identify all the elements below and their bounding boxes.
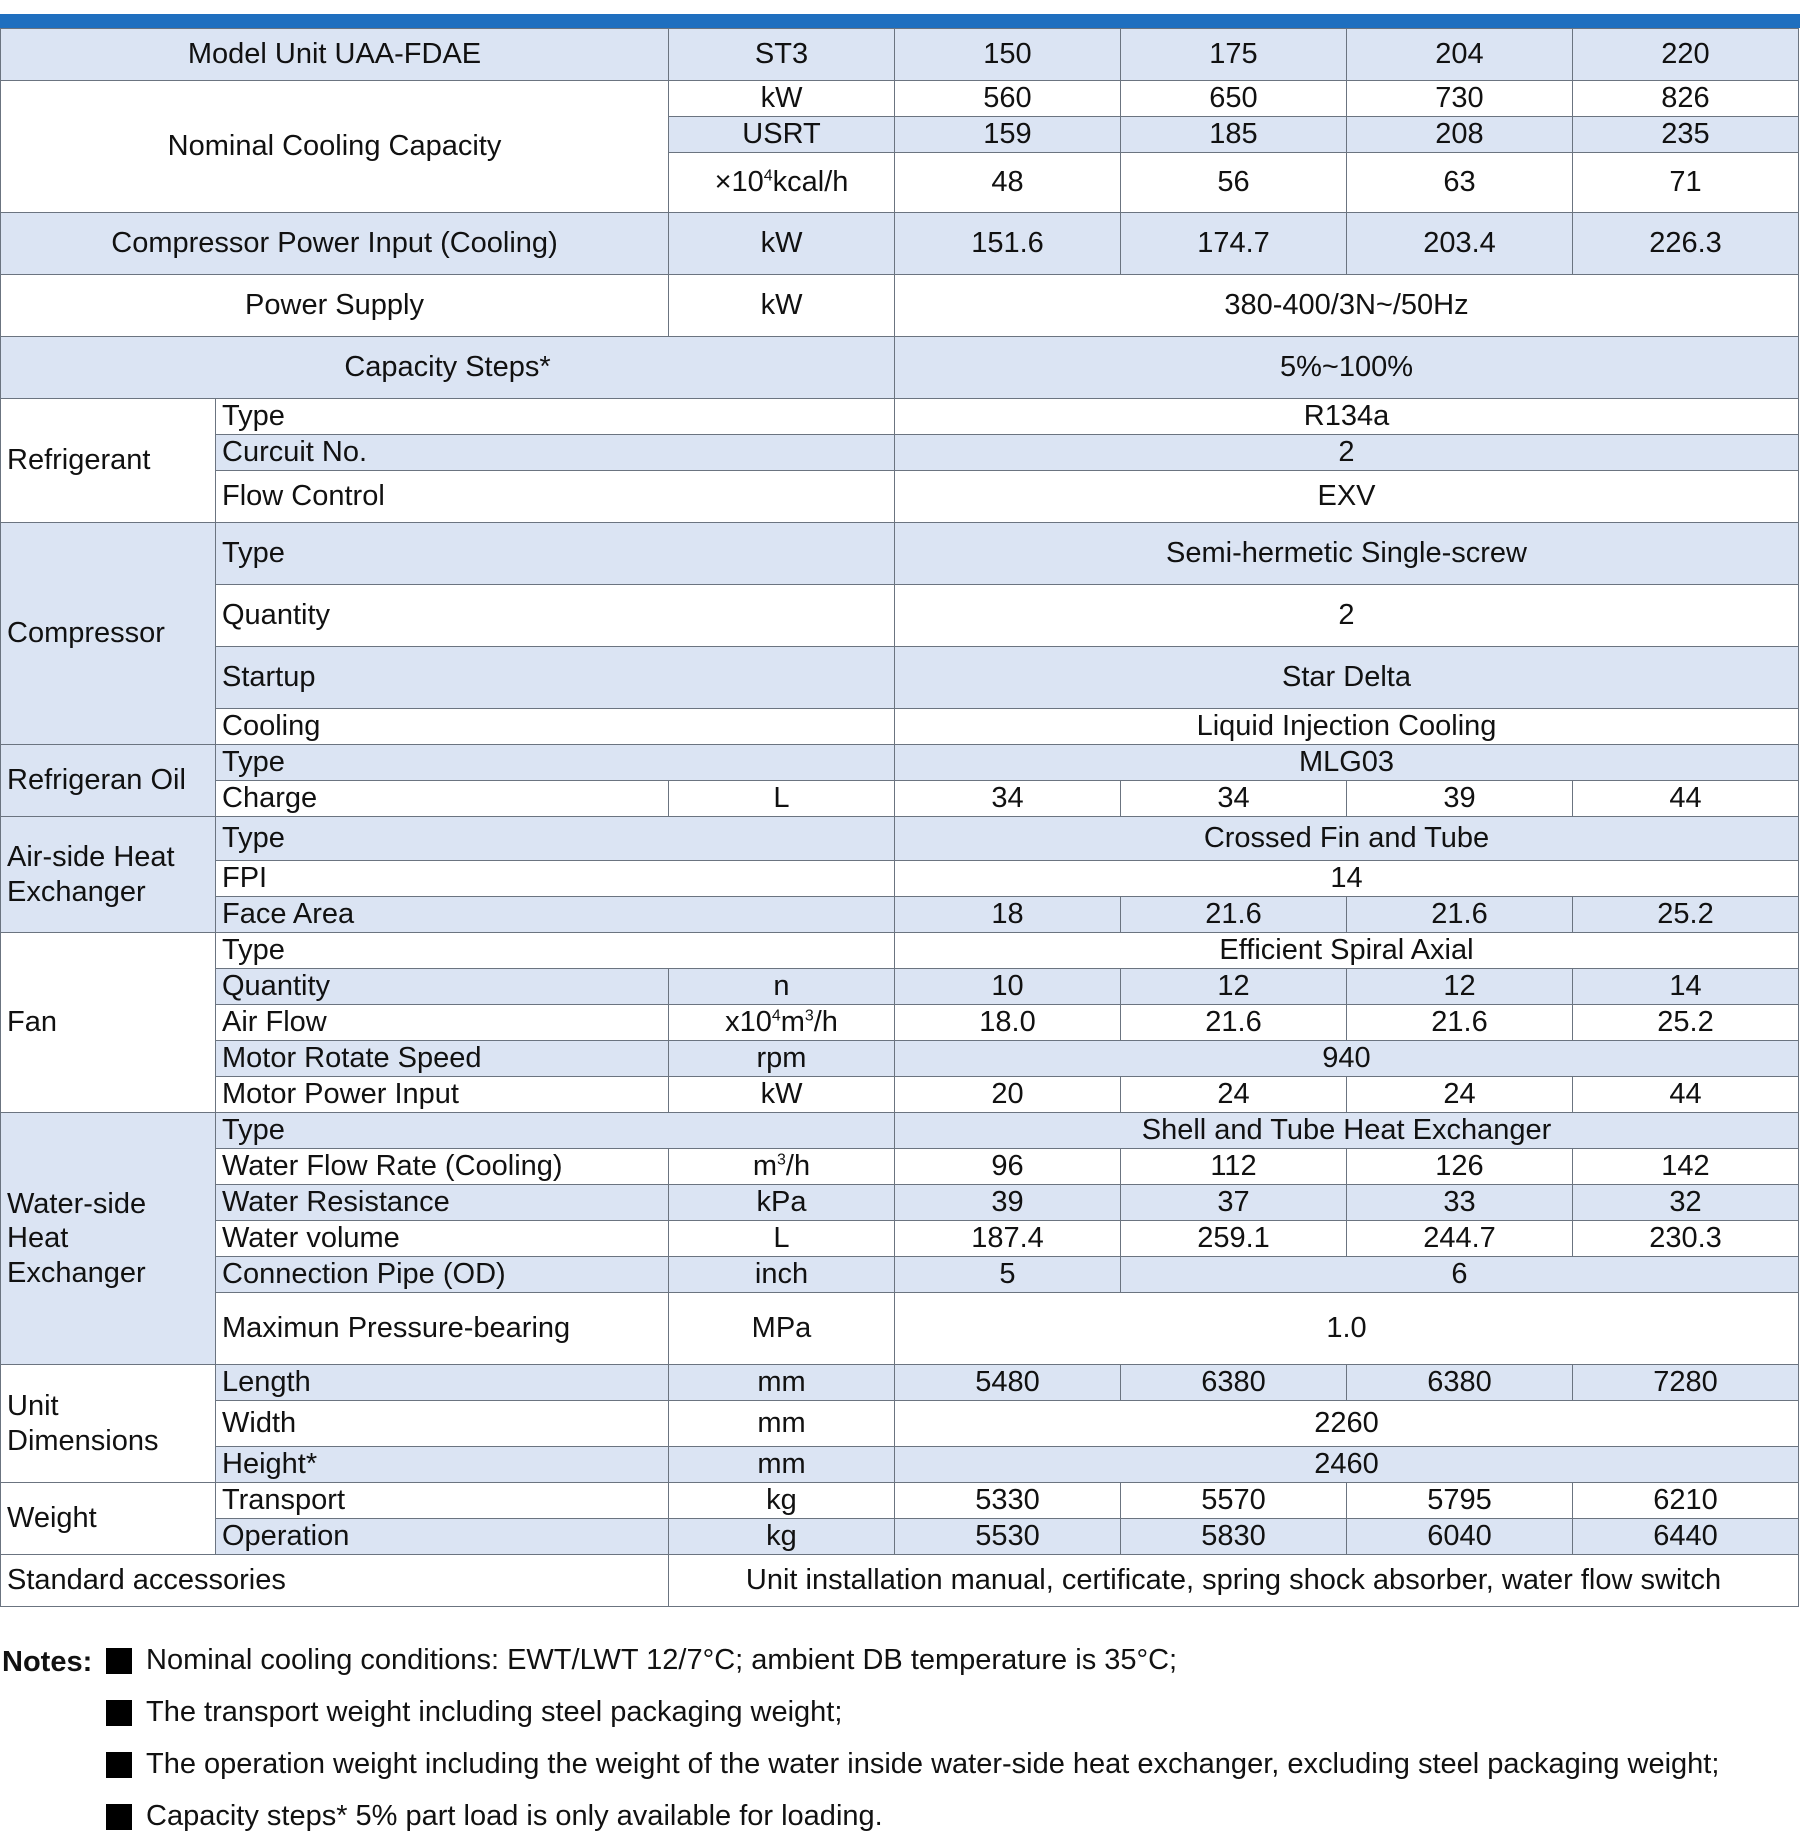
- value-cell: 10: [895, 969, 1121, 1005]
- value-cell: 71: [1573, 153, 1799, 213]
- unit-sup: 4: [763, 167, 773, 185]
- model-cell: 220: [1573, 29, 1799, 81]
- value-cell: 2: [895, 585, 1799, 647]
- dim-length-row: [1, 1365, 1799, 1401]
- compressor-type-row: [1, 523, 1799, 585]
- unit-cell: kg: [669, 1519, 895, 1555]
- value-cell: 7280: [1573, 1365, 1799, 1401]
- value-cell: 18: [895, 897, 1121, 933]
- row-label: Motor Rotate Speed: [216, 1041, 669, 1077]
- value-cell: 230.3: [1573, 1221, 1799, 1257]
- unit-cell: mm: [669, 1365, 895, 1401]
- capacity-steps-row: [1, 337, 1799, 399]
- value-cell: 187.4: [895, 1221, 1121, 1257]
- value-cell: 24: [1347, 1077, 1573, 1113]
- row-label: Type: [216, 817, 895, 861]
- value-cell: 6210: [1573, 1483, 1799, 1519]
- unit-cell: kg: [669, 1483, 895, 1519]
- value-cell: 185: [1121, 117, 1347, 153]
- fan-type-row: [1, 933, 1799, 969]
- weight-transport-row: [1, 1483, 1799, 1519]
- unit-part: m: [780, 1006, 805, 1039]
- unit-part: /h: [785, 1150, 811, 1183]
- value-cell: Star Delta: [895, 647, 1799, 709]
- row-label: Face Area: [216, 897, 895, 933]
- unit-cell: MPa: [669, 1293, 895, 1365]
- row-label: FPI: [216, 861, 895, 897]
- fan-airflow-row: [1, 1005, 1799, 1041]
- note-text: Nominal cooling conditions: EWT/LWT 12/7°C; ambient DB temperature is 35°C;: [146, 1644, 1178, 1676]
- oil-label: Refrigeran Oil: [1, 745, 216, 817]
- unit-cell: kW: [669, 81, 895, 117]
- value-cell: 39: [895, 1185, 1121, 1221]
- row-label: Standard accessories: [1, 1555, 669, 1607]
- value-cell: 1.0: [895, 1293, 1799, 1365]
- value-cell: 2260: [895, 1401, 1799, 1447]
- value-cell: 44: [1573, 781, 1799, 817]
- value-cell: 63: [1347, 153, 1573, 213]
- unit-cell: USRT: [669, 117, 895, 153]
- row-label: Water Resistance: [216, 1185, 669, 1221]
- water-hx-flow-row: [1, 1149, 1799, 1185]
- value-cell: 14: [1573, 969, 1799, 1005]
- water-hx-label: Water-side Heat Exchanger: [1, 1113, 216, 1365]
- unit-sup: 3: [804, 1007, 814, 1025]
- row-label: Motor Power Input: [216, 1077, 669, 1113]
- unit-part: /h: [813, 1006, 838, 1039]
- value-cell: 174.7: [1121, 213, 1347, 275]
- value-cell: 25.2: [1573, 1005, 1799, 1041]
- row-label: Quantity: [216, 969, 669, 1005]
- refrigerant-label: Refrigerant: [1, 399, 216, 523]
- unit-sup: 3: [777, 1151, 786, 1169]
- value-cell: 380-400/3N~/50Hz: [895, 275, 1799, 337]
- water-hx-volume-row: [1, 1221, 1799, 1257]
- row-label: Compressor Power Input (Cooling): [1, 213, 669, 275]
- row-label: Type: [216, 1113, 895, 1149]
- value-cell: Unit installation manual, certificate, spring shock absorber, water flow switch: [669, 1555, 1799, 1607]
- fan-power-row: [1, 1077, 1799, 1113]
- water-hx-pipe-row: [1, 1257, 1799, 1293]
- value-cell: 159: [895, 117, 1121, 153]
- cooling-kw-row: [1, 81, 1799, 117]
- air-hx-type-row: [1, 817, 1799, 861]
- refrigerant-circuit-row: [1, 435, 1799, 471]
- row-label: Water Flow Rate (Cooling): [216, 1149, 669, 1185]
- row-label: Cooling: [216, 709, 895, 745]
- value-cell: 56: [1121, 153, 1347, 213]
- spec-table: [0, 28, 1799, 1607]
- value-cell: 96: [895, 1149, 1121, 1185]
- row-label: Connection Pipe (OD): [216, 1257, 669, 1293]
- fan-quantity-row: [1, 969, 1799, 1005]
- value-cell: 5330: [895, 1483, 1121, 1519]
- value-cell: 6440: [1573, 1519, 1799, 1555]
- value-cell: 44: [1573, 1077, 1799, 1113]
- model-row: [1, 29, 1799, 81]
- fan-label: Fan: [1, 933, 216, 1113]
- value-cell: Liquid Injection Cooling: [895, 709, 1799, 745]
- value-cell: 826: [1573, 81, 1799, 117]
- unit-cell: [669, 1149, 895, 1185]
- row-label: Flow Control: [216, 471, 895, 523]
- value-cell: 21.6: [1121, 897, 1347, 933]
- value-cell: 5830: [1121, 1519, 1347, 1555]
- value-cell: 21.6: [1121, 1005, 1347, 1041]
- fan-speed-row: [1, 1041, 1799, 1077]
- value-cell: 5795: [1347, 1483, 1573, 1519]
- unit-cell: mm: [669, 1401, 895, 1447]
- unit-cell: kW: [669, 1077, 895, 1113]
- note-text: The operation weight including the weight of the water inside water-side heat exchanger, excluding steel packaging weight;: [146, 1748, 1720, 1780]
- value-cell: 21.6: [1347, 897, 1573, 933]
- dimensions-label: Unit Dimensions: [1, 1365, 216, 1483]
- unit-part: kcal/h: [772, 166, 849, 199]
- unit-cell: [669, 153, 895, 213]
- row-label: Curcuit No.: [216, 435, 895, 471]
- value-cell: 2460: [895, 1447, 1799, 1483]
- row-label: Type: [216, 399, 895, 435]
- value-cell: 730: [1347, 81, 1573, 117]
- unit-cell: mm: [669, 1447, 895, 1483]
- value-cell: 12: [1347, 969, 1573, 1005]
- row-label: Length: [216, 1365, 669, 1401]
- row-label: Air Flow: [216, 1005, 669, 1041]
- accessories-row: [1, 1555, 1799, 1607]
- square-bullet-icon: [106, 1752, 132, 1778]
- power-supply-row: [1, 275, 1799, 337]
- water-hx-resistance-row: [1, 1185, 1799, 1221]
- note-text: The transport weight including steel packaging weight;: [146, 1696, 843, 1728]
- value-cell: 226.3: [1573, 213, 1799, 275]
- square-bullet-icon: [106, 1648, 132, 1674]
- value-cell: 33: [1347, 1185, 1573, 1221]
- model-cell: ST3: [669, 29, 895, 81]
- cooling-capacity-label: Nominal Cooling Capacity: [1, 81, 669, 213]
- model-cell: 175: [1121, 29, 1347, 81]
- value-cell: 48: [895, 153, 1121, 213]
- value-cell: Crossed Fin and Tube: [895, 817, 1799, 861]
- unit-cell: kW: [669, 213, 895, 275]
- value-cell: EXV: [895, 471, 1799, 523]
- air-hx-label: Air-side Heat Exchanger: [1, 817, 216, 933]
- model-cell: 204: [1347, 29, 1573, 81]
- dim-height-row: [1, 1447, 1799, 1483]
- unit-cell: kW: [669, 275, 895, 337]
- row-label: Capacity Steps*: [1, 337, 895, 399]
- value-cell: 5: [895, 1257, 1121, 1293]
- unit-sup: 4: [771, 1007, 781, 1025]
- value-cell: 940: [895, 1041, 1799, 1077]
- row-label: Maximun Pressure-bearing: [216, 1293, 669, 1365]
- value-cell: Semi-hermetic Single-screw: [895, 523, 1799, 585]
- top-accent-bar: [0, 14, 1800, 28]
- row-label: Quantity: [216, 585, 895, 647]
- value-cell: 32: [1573, 1185, 1799, 1221]
- notes-label: Notes:: [2, 1646, 93, 1678]
- note-item: [106, 1696, 842, 1729]
- unit-part: m: [752, 1150, 778, 1183]
- unit-cell: inch: [669, 1257, 895, 1293]
- value-cell: 20: [895, 1077, 1121, 1113]
- row-label: Type: [216, 745, 895, 781]
- water-hx-type-row: [1, 1113, 1799, 1149]
- value-cell: 244.7: [1347, 1221, 1573, 1257]
- compressor-label: Compressor: [1, 523, 216, 745]
- value-cell: Efficient Spiral Axial: [895, 933, 1799, 969]
- value-cell: 24: [1121, 1077, 1347, 1113]
- unit-part: x10: [725, 1006, 772, 1039]
- value-cell: 5530: [895, 1519, 1121, 1555]
- value-cell: 34: [1121, 781, 1347, 817]
- model-label: Model Unit UAA-FDAE: [1, 29, 669, 81]
- water-hx-pressure-row: [1, 1293, 1799, 1365]
- value-cell: 6040: [1347, 1519, 1573, 1555]
- value-cell: 142: [1573, 1149, 1799, 1185]
- value-cell: 2: [895, 435, 1799, 471]
- note-item: [106, 1800, 883, 1833]
- value-cell: 151.6: [895, 213, 1121, 275]
- row-label: Transport: [216, 1483, 669, 1519]
- value-cell: 39: [1347, 781, 1573, 817]
- weight-operation-row: [1, 1519, 1799, 1555]
- row-label: Water volume: [216, 1221, 669, 1257]
- note-text: Capacity steps* 5% part load is only available for loading.: [146, 1800, 883, 1832]
- value-cell: 25.2: [1573, 897, 1799, 933]
- row-label: Type: [216, 933, 895, 969]
- unit-cell: L: [669, 781, 895, 817]
- unit-part: ×10: [714, 166, 764, 199]
- compressor-quantity-row: [1, 585, 1799, 647]
- refrigerant-flow-row: [1, 471, 1799, 523]
- compressor-cooling-row: [1, 709, 1799, 745]
- refrigerant-type-row: [1, 399, 1799, 435]
- unit-cell: n: [669, 969, 895, 1005]
- row-label: Charge: [216, 781, 669, 817]
- value-cell: 259.1: [1121, 1221, 1347, 1257]
- value-cell: 112: [1121, 1149, 1347, 1185]
- value-cell: 21.6: [1347, 1005, 1573, 1041]
- value-cell: 12: [1121, 969, 1347, 1005]
- compressor-startup-row: [1, 647, 1799, 709]
- value-cell: 14: [895, 861, 1799, 897]
- compressor-power-row: [1, 213, 1799, 275]
- row-label: Width: [216, 1401, 669, 1447]
- value-cell: 208: [1347, 117, 1573, 153]
- unit-cell: rpm: [669, 1041, 895, 1077]
- unit-cell: kPa: [669, 1185, 895, 1221]
- row-label: Power Supply: [1, 275, 669, 337]
- value-cell: 650: [1121, 81, 1347, 117]
- oil-charge-row: [1, 781, 1799, 817]
- square-bullet-icon: [106, 1804, 132, 1830]
- value-cell: 5570: [1121, 1483, 1347, 1519]
- row-label: Operation: [216, 1519, 669, 1555]
- row-label: Startup: [216, 647, 895, 709]
- air-hx-fpi-row: [1, 861, 1799, 897]
- value-cell: 126: [1347, 1149, 1573, 1185]
- row-label: Height*: [216, 1447, 669, 1483]
- value-cell: 6380: [1121, 1365, 1347, 1401]
- value-cell: 5%~100%: [895, 337, 1799, 399]
- value-cell: 235: [1573, 117, 1799, 153]
- oil-type-row: [1, 745, 1799, 781]
- note-item: [106, 1644, 1177, 1677]
- value-cell: 203.4: [1347, 213, 1573, 275]
- value-cell: 6: [1121, 1257, 1799, 1293]
- unit-cell: [669, 1005, 895, 1041]
- dim-width-row: [1, 1401, 1799, 1447]
- model-cell: 150: [895, 29, 1121, 81]
- value-cell: 560: [895, 81, 1121, 117]
- value-cell: 34: [895, 781, 1121, 817]
- value-cell: R134a: [895, 399, 1799, 435]
- value-cell: 5480: [895, 1365, 1121, 1401]
- value-cell: 37: [1121, 1185, 1347, 1221]
- value-cell: MLG03: [895, 745, 1799, 781]
- value-cell: Shell and Tube Heat Exchanger: [895, 1113, 1799, 1149]
- air-hx-face-row: [1, 897, 1799, 933]
- value-cell: 6380: [1347, 1365, 1573, 1401]
- square-bullet-icon: [106, 1700, 132, 1726]
- row-label: Type: [216, 523, 895, 585]
- weight-label: Weight: [1, 1483, 216, 1555]
- unit-cell: L: [669, 1221, 895, 1257]
- value-cell: 18.0: [895, 1005, 1121, 1041]
- note-item: [106, 1748, 1719, 1781]
